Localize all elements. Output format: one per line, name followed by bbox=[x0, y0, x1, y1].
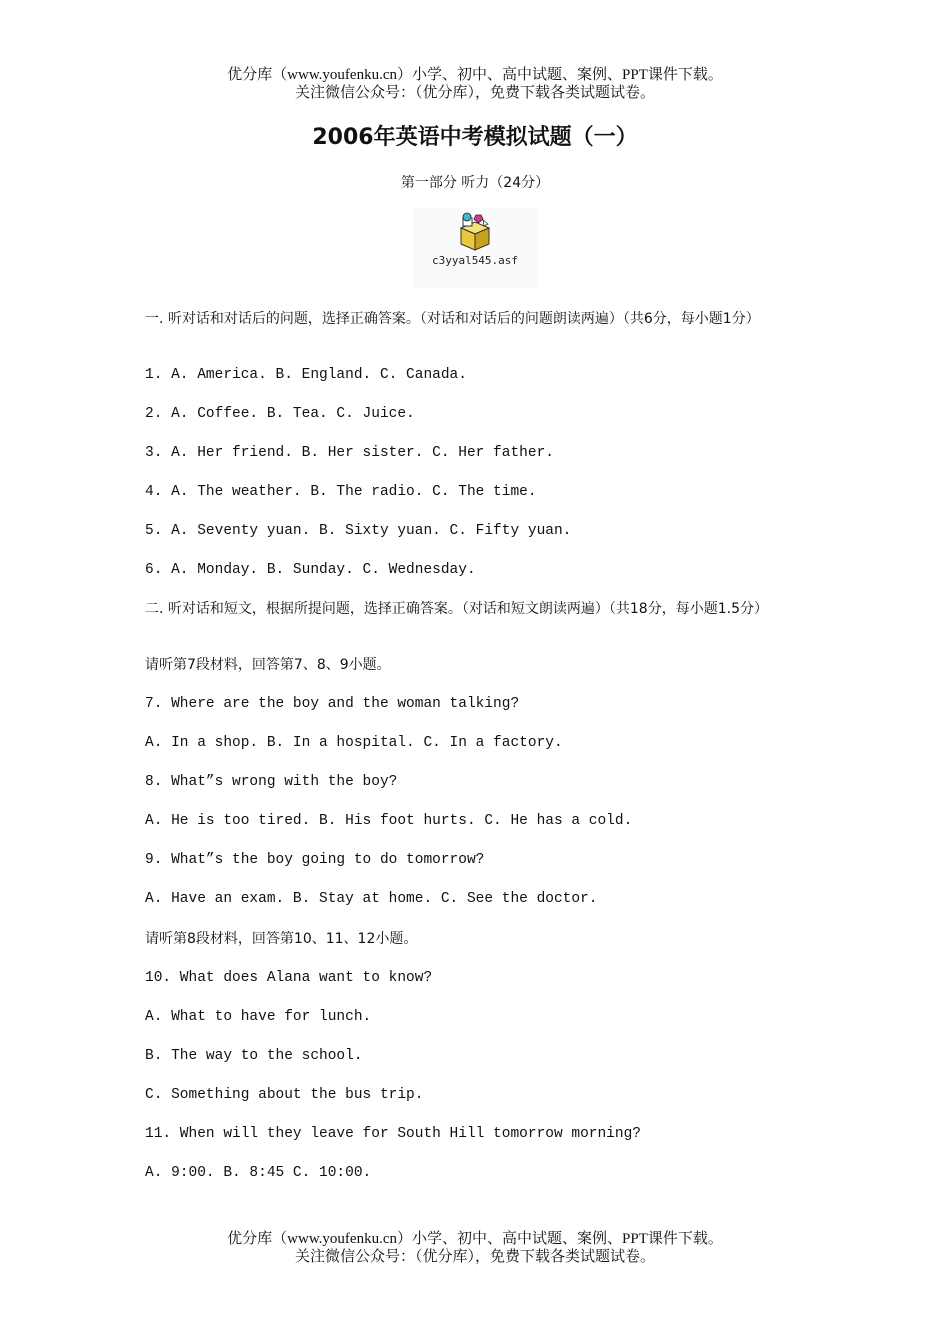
section1-instruction: 一. 听对话和对话后的问题，选择正确答案。（对话和对话后的问题朗读两遍）（共6分，每小题1分） bbox=[145, 311, 760, 327]
footer-line-1: 优分库（www.youfenku.cn）小学、初中、高中试题、案例、PPT课件下载。 bbox=[227, 1231, 723, 1247]
question-8: 8. What”s wrong with the boy? bbox=[145, 774, 398, 790]
document-title: 2006年英语中考模拟试题（一） bbox=[312, 125, 638, 150]
question-10: 10. What does Alana want to know? bbox=[145, 970, 433, 986]
answer-10-b: B. The way to the school. bbox=[145, 1048, 363, 1064]
package-icon bbox=[457, 212, 493, 252]
question-2: 2. A. Coffee. B. Tea. C. Juice. bbox=[145, 406, 415, 422]
header-line-2: 关注微信公众号：（优分库），免费下载各类试题试卷。 bbox=[294, 85, 655, 101]
question-6: 6. A. Monday. B. Sunday. C. Wednesday. bbox=[145, 562, 476, 578]
answer-10-a: A. What to have for lunch. bbox=[145, 1009, 372, 1025]
question-3: 3. A. Her friend. B. Her sister. C. Her father. bbox=[145, 445, 554, 461]
question-7: 7. Where are the boy and the woman talking? bbox=[145, 696, 520, 712]
section2-instruction: 二. 听对话和短文，根据所提问题，选择正确答案。（对话和短文朗读两遍）（共18分，每小题1.5分） bbox=[145, 601, 768, 617]
question-4: 4. A. The weather. B. The radio. C. The time. bbox=[145, 484, 537, 500]
answer-7: A. In a shop. B. In a hospital. C. In a factory. bbox=[145, 735, 563, 751]
material-8-note: 请听第8段材料，回答第10、11、12小题。 bbox=[145, 931, 418, 947]
audio-attachment[interactable] bbox=[413, 208, 537, 288]
answer-11: A. 9:00. B. 8:45 C. 10:00. bbox=[145, 1165, 372, 1181]
question-5: 5. A. Seventy yuan. B. Sixty yuan. C. Fifty yuan. bbox=[145, 523, 572, 539]
question-11: 11. When will they leave for South Hill tomorrow morning? bbox=[145, 1126, 641, 1142]
attachment-filename: c3yyal545.asf bbox=[431, 254, 519, 267]
answer-9: A. Have an exam. B. Stay at home. C. See the doctor. bbox=[145, 891, 598, 907]
section-subtitle: 第一部分 听力（24分） bbox=[400, 175, 550, 191]
page-header bbox=[0, 66, 950, 102]
page-footer bbox=[0, 1230, 950, 1266]
header-line-1: 优分库（www.youfenku.cn）小学、初中、高中试题、案例、PPT课件下载。 bbox=[227, 67, 723, 83]
question-9: 9. What”s the boy going to do tomorrow? bbox=[145, 852, 485, 868]
footer-line-2: 关注微信公众号：（优分库），免费下载各类试题试卷。 bbox=[294, 1249, 655, 1265]
answer-8: A. He is too tired. B. His foot hurts. C. He has a cold. bbox=[145, 813, 633, 829]
answer-10-c: C. Something about the bus trip. bbox=[145, 1087, 424, 1103]
material-7-note: 请听第7段材料，回答第7、8、9小题。 bbox=[145, 657, 391, 673]
question-1: 1. A. America. B. England. C. Canada. bbox=[145, 367, 467, 383]
